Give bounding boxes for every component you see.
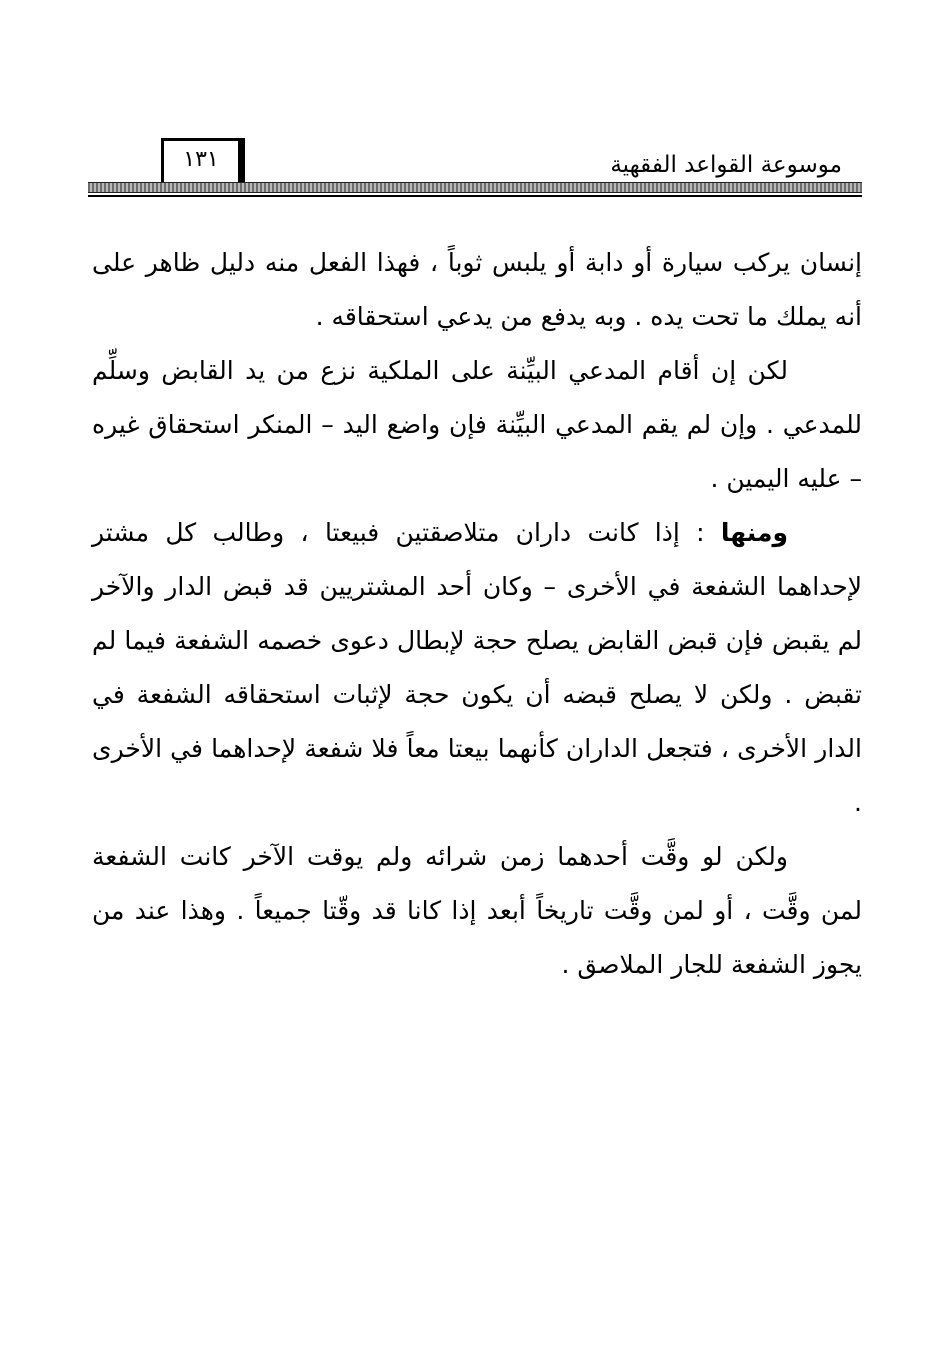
book-title: موسوعة القواعد الفقهية: [610, 152, 842, 178]
page-number: ١٣١: [183, 147, 219, 172]
paragraph-text: إنسان يركب سيارة أو دابة أو يلبس ثوباً ، فهذا الفعل منه دليل ظاهر على أنه يملك ما تحت يده . وبه يدفع من يدعي استحقاقه .: [92, 248, 862, 331]
paragraph-2: [92, 344, 862, 506]
paragraph-3: [92, 506, 862, 830]
paragraph-text: ولكن لو وقَّت أحدهما زمن شرائه ولم يوقت الآخر كانت الشفعة لمن وقَّت ، أو لمن وقَّت تاريخاً أبعد إذا كانا قد وقّتا جميعاً . وهذا عند من يجوز الشفعة للجار الملاصق .: [92, 842, 862, 979]
page-body: [92, 236, 862, 992]
paragraph-text: : إذا كانت داران متلاصقتين فبيعتا ، وطالب كل مشتر لإحداهما الشفعة في الأخرى – وكان أحد المشتريين قد قبض الدار والآخر لم يقبض فإن قبض القابض يصلح حجة لإبطال دعوى خصمه الشفعة فيما لم تقبض . ولكن لا يصلح قبضه أن يكون حجة لإثبات استحقاقه الشفعة في الدار الأخرى ، فتجعل الداران كأنهما بيعتا معاً فلا شفعة لإحداهما في الأخرى .: [92, 518, 862, 817]
page-header: [88, 138, 862, 194]
header-rule-thick: [88, 182, 862, 193]
page-number-box: [161, 138, 245, 184]
paragraph-lead-word: ومنها: [720, 518, 788, 547]
paragraph-4: [92, 830, 862, 992]
header-rule-thin: [88, 195, 862, 197]
paragraph-1: [92, 236, 862, 344]
paragraph-text: لكن إن أقام المدعي البيِّنة على الملكية نزع من يد القابض وسلِّم للمدعي . وإن لم يقم المدعي البيِّنة فإن واضع اليد – المنكر استحقاق غيره – عليه اليمين .: [92, 356, 862, 493]
